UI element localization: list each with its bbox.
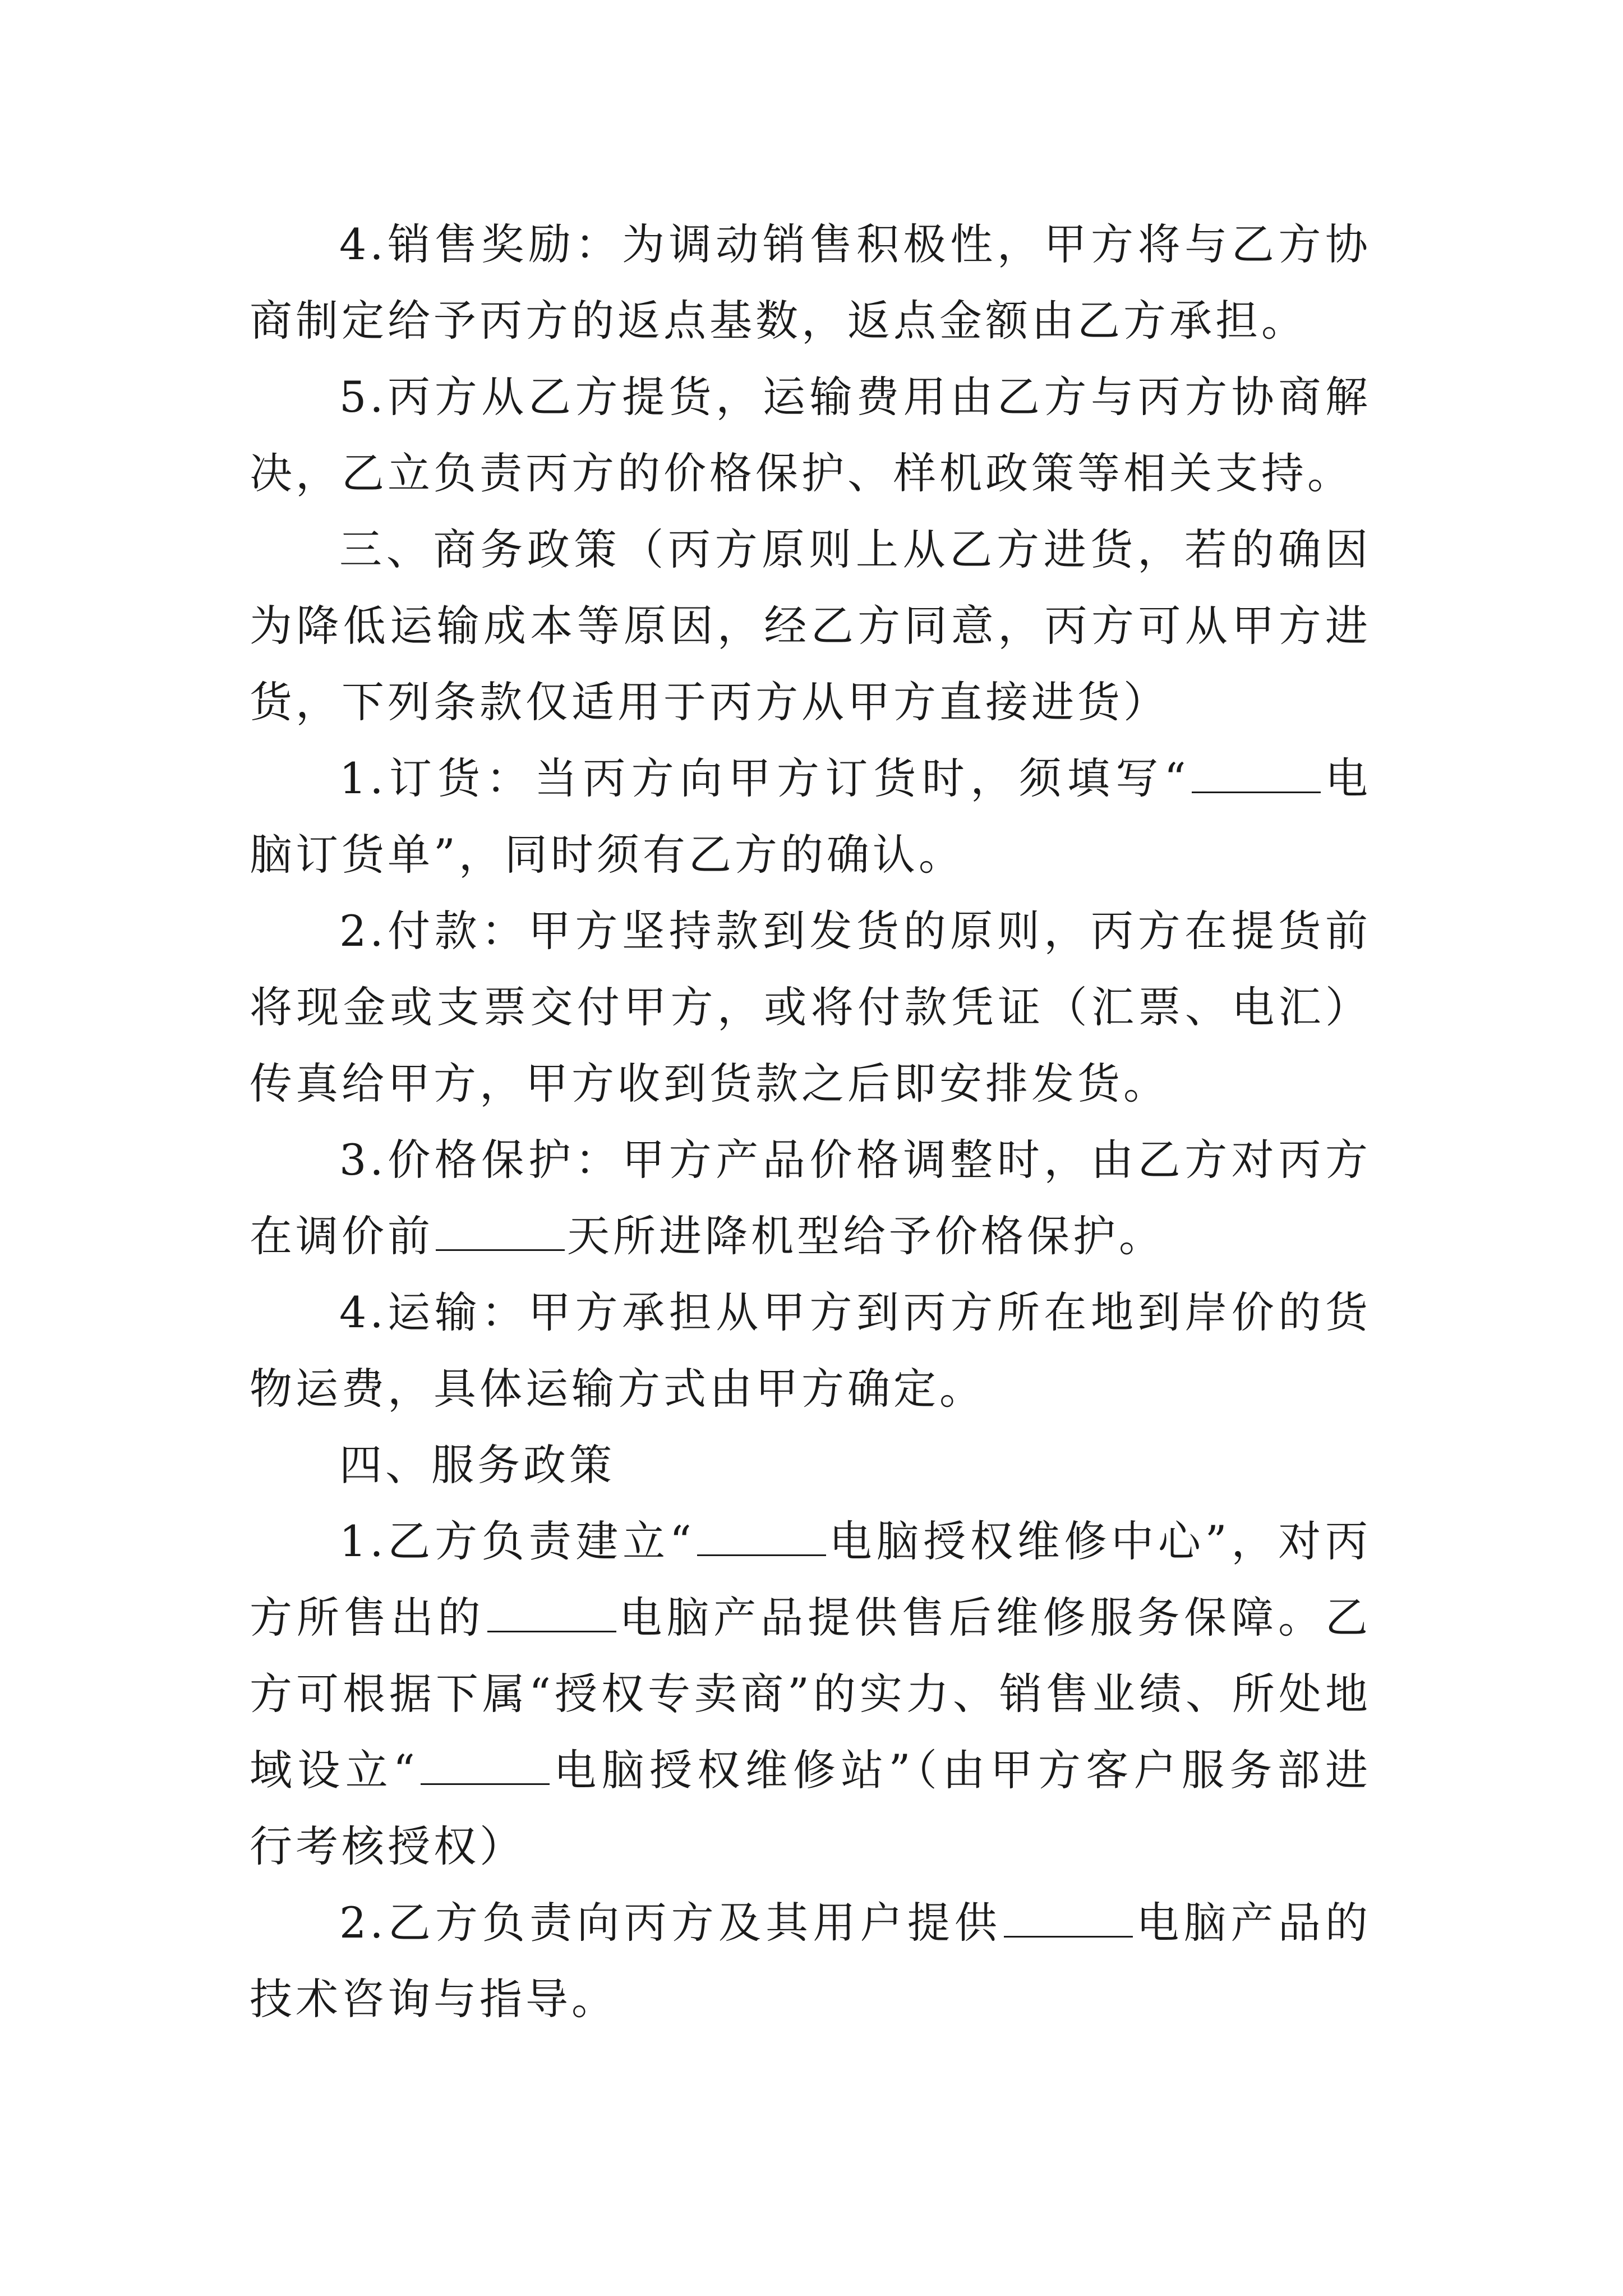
document-body: [250, 206, 1371, 2037]
paragraph-price-protection: [250, 1122, 1371, 1274]
paragraph-sales-reward: [250, 206, 1371, 359]
paragraph-text: 电脑授权维修站”（由甲方客户服务部进行考核授权）: [250, 1745, 1372, 1871]
paragraph-text: 5.丙方从乙方提货，运输费用由乙方与丙方协商解决，乙立负责丙方的价格保护、样机政策等相关支持。: [250, 372, 1371, 498]
paragraph-text: 1.订货：当丙方向甲方订货时，须填写“: [339, 753, 1189, 803]
paragraph-text: 天所进降机型给予价格保护。: [567, 1211, 1165, 1261]
fill-in-blank: [1192, 758, 1321, 793]
paragraph-text: 1.乙方负责建立“: [339, 1516, 695, 1566]
paragraph-text: 4.销售奖励：为调动销售积极性，甲方将与乙方协商制定给予丙方的返点基数，返点金额由乙方承担。: [250, 219, 1371, 346]
paragraph-text: 电脑产品提供售后维修服务保障。乙方可根据下属“授权专卖商”的实力、销售业绩、所处地域设立“: [250, 1593, 1372, 1795]
paragraph-service-policy-heading: [250, 1427, 1371, 1503]
paragraph-text: 3.价格保护：甲方产品价格调整时，由乙方对丙方在调价前: [250, 1135, 1371, 1261]
paragraph-ordering: [250, 740, 1371, 893]
paragraph-text: 电脑授权维修中心”，对丙方所售出的: [250, 1516, 1371, 1642]
paragraph-business-policy-heading: [250, 512, 1371, 740]
paragraph-payment: [250, 893, 1371, 1122]
fill-in-blank: [487, 1597, 616, 1632]
paragraph-text: 4.运输：甲方承担从甲方到丙方所在地到岸价的货物运费，具体运输方式由甲方确定。: [250, 1287, 1371, 1414]
paragraph-transport: [250, 1274, 1371, 1427]
paragraph-text: 电脑订货单”，同时须有乙方的确认。: [250, 753, 1371, 880]
fill-in-blank: [421, 1750, 550, 1785]
paragraph-text: 四、服务政策: [339, 1440, 615, 1490]
fill-in-blank: [436, 1216, 565, 1251]
fill-in-blank: [1004, 1902, 1133, 1938]
paragraph-repair-center: [250, 1503, 1371, 1885]
paragraph-text: 三、商务政策（丙方原则上从乙方进货，若的确因为降低运输成本等原因，经乙方同意，丙方可从甲方进货，下列条款仅适用于丙方从甲方直接进货）: [250, 524, 1371, 727]
paragraph-freight-cost: [250, 359, 1371, 512]
paragraph-text: 2.付款：甲方坚持款到发货的原则，丙方在提货前将现金或支票交付甲方，或将付款凭证（汇票、电汇）传真给甲方，甲方收到货款之后即安排发货。: [250, 906, 1371, 1108]
paragraph-text: 电脑产品的技术咨询与指导。: [250, 1898, 1372, 2024]
fill-in-blank: [697, 1521, 826, 1556]
paragraph-text: 2.乙方负责向丙方及其用户提供: [339, 1898, 1002, 1948]
paragraph-technical-support: [250, 1885, 1371, 2037]
